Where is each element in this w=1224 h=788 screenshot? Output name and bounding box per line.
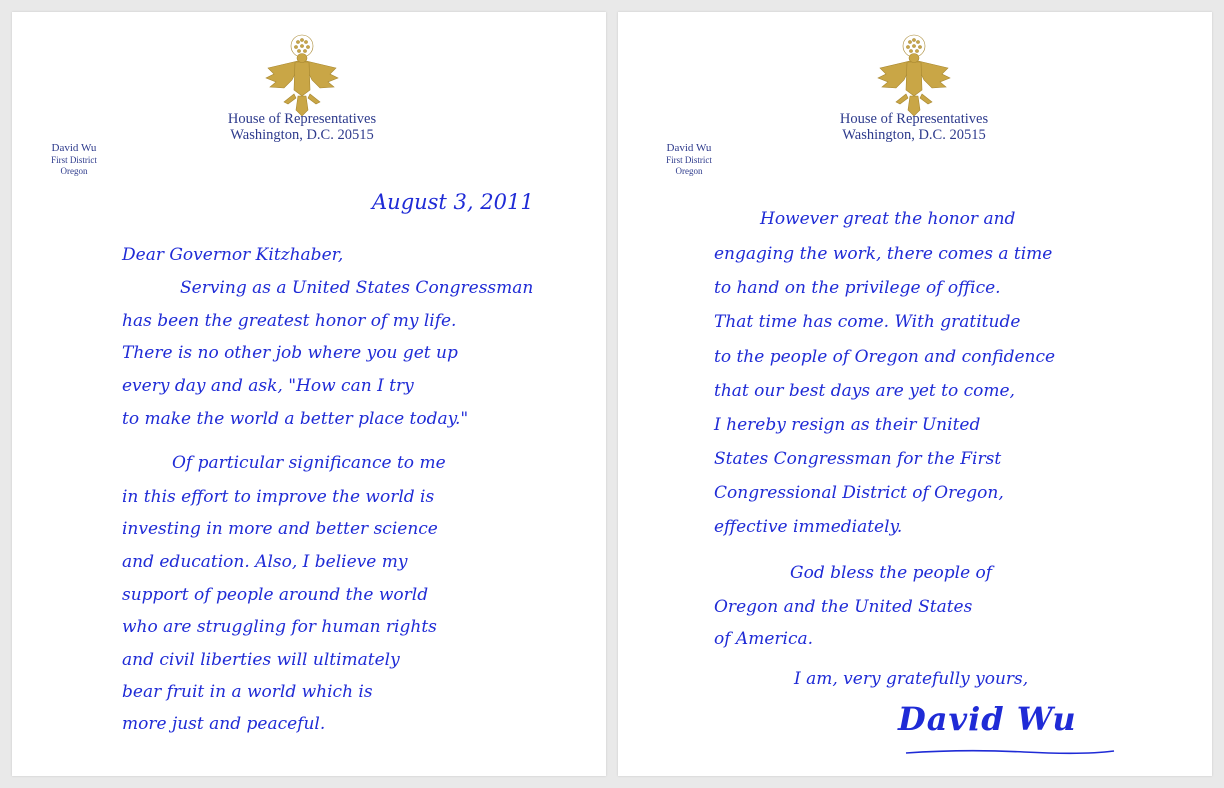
handwritten-line: to make the world a better place today." (122, 409, 469, 429)
handwritten-line: that our best days are yet to come, (714, 381, 1015, 401)
handwritten-line: who are struggling for human rights (122, 617, 437, 637)
letterhead-office: House of Representatives (839, 111, 989, 127)
letterhead-address: Washington, D.C. 20515 (230, 127, 374, 143)
handwritten-line: States Congressman for the First (714, 449, 1002, 469)
handwritten-line: Of particular significance to me (172, 453, 446, 473)
handwritten-line: That time has come. With gratitude (714, 312, 1021, 332)
handwritten-line: There is no other job where you get up (122, 343, 458, 363)
handwritten-line: of America. (714, 629, 814, 649)
member-district: First District (666, 155, 712, 165)
handwritten-line: and civil liberties will ultimately (122, 650, 400, 670)
letterhead (784, 111, 1044, 143)
handwritten-line: However great the honor and (760, 209, 1016, 229)
great-seal-eagle-icon (262, 32, 342, 118)
handwritten-line: Oregon and the United States (714, 597, 973, 617)
handwritten-line: in this effort to improve the world is (122, 487, 435, 507)
handwritten-line: every day and ask, "How can I try (122, 376, 414, 396)
member-block (29, 142, 119, 177)
handwritten-line: investing in more and better science (122, 519, 438, 539)
letterhead-office: House of Representatives (227, 111, 377, 127)
handwritten-line: I hereby resign as their United (714, 415, 981, 435)
member-name: David Wu (666, 142, 712, 154)
signature: David Wu (898, 700, 1077, 738)
letterhead (172, 111, 432, 143)
handwritten-line: Congressional District of Oregon, (714, 483, 1004, 503)
handwritten-line: to hand on the privilege of office. (714, 278, 1001, 298)
handwritten-line: engaging the work, there comes a time (714, 244, 1053, 264)
handwritten-line: support of people around the world (122, 585, 429, 605)
member-state: Oregon (60, 166, 88, 176)
letter-page-1 (12, 12, 606, 776)
handwritten-line: more just and peaceful. (122, 714, 326, 734)
member-district: First District (51, 155, 97, 165)
closing: I am, very gratefully yours, (794, 669, 1029, 689)
signature-underline (904, 747, 1116, 757)
handwritten-line: to the people of Oregon and confidence (714, 347, 1056, 367)
member-name: David Wu (51, 142, 97, 154)
handwritten-line: God bless the people of (790, 563, 993, 583)
handwritten-line: Serving as a United States Congressman (180, 278, 534, 298)
member-state: Oregon (675, 166, 703, 176)
salutation: Dear Governor Kitzhaber, (122, 245, 344, 265)
letterhead-address: Washington, D.C. 20515 (842, 127, 986, 143)
handwritten-line: and education. Also, I believe my (122, 552, 408, 572)
handwritten-line: bear fruit in a world which is (122, 682, 373, 702)
member-block (644, 142, 734, 177)
great-seal-eagle-icon (874, 32, 954, 118)
letter-date: August 3, 2011 (372, 190, 534, 214)
handwritten-line: has been the greatest honor of my life. (122, 311, 457, 331)
letter-page-2 (618, 12, 1212, 776)
handwritten-line: effective immediately. (714, 517, 903, 537)
